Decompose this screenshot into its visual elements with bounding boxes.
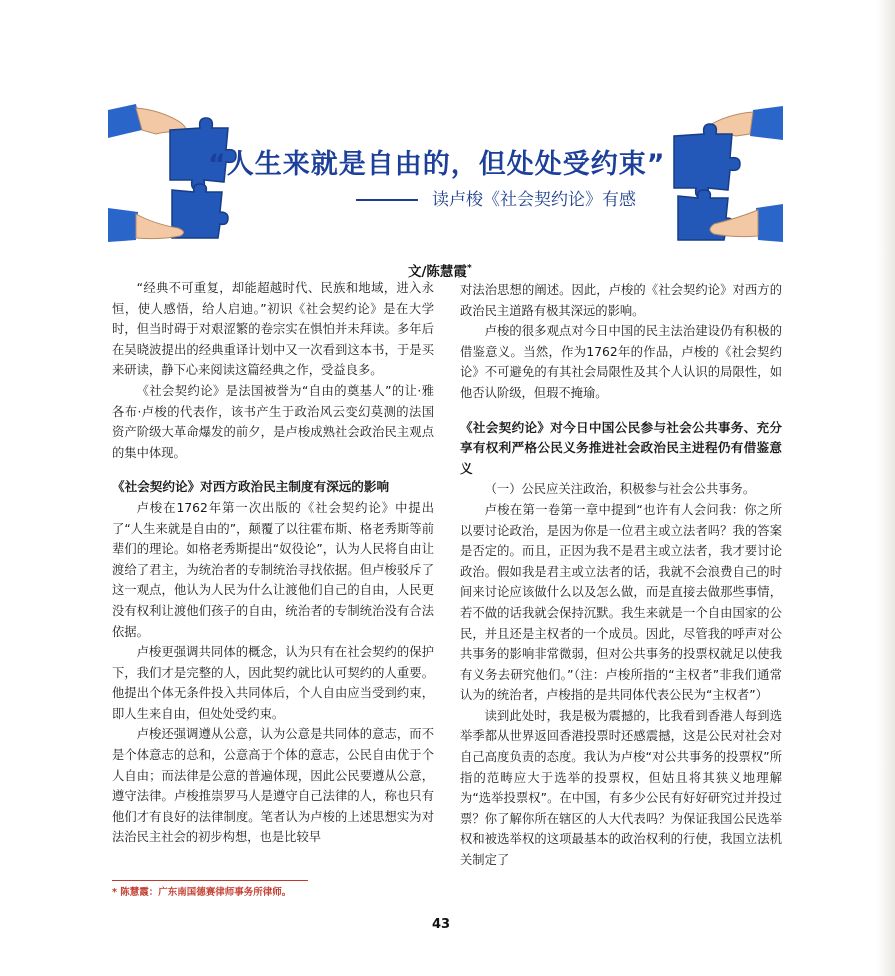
page-edge-shadow [877,0,895,976]
paragraph: 卢梭在第一卷第一章中提到“也许有人会问我：你之所以要讨论政治，是因为你是一位君主或立法者吗？我的答案是否定的。而且，正因为我不是君主或立法者，我才要讨论政治。假如我是君主或立法者的话，我就不会浪费自己的时间来讨论应该做什么以及怎么做，而是直接去做那些事情，若不做的话我就会保持沉默。我生来就是一个自由国家的公民，并且还是主权者的一个成员。因此，尽管我的呼声对公共事务的影响非常微弱，但对公共事务的投票权就足以使我有义务去研究他们。”（注：卢梭所指的“主权者”非我们通常认为的统治者，卢梭指的是共同体代表公民为“主权者”） [460,502,782,703]
subtitle-dash [356,199,418,201]
footnote-divider [112,880,308,881]
paragraph: 卢梭在1762年第一次出版的《社会契约论》中提出了“人生来就是自由的”，颠覆了以往霍布斯、格老秀斯等前辈们的理论。如格老秀斯提出“奴役论”，认为人民将自由让渡给了君主，为统治者的专制统治寻找依据。但卢梭驳斥了这一观点，他认为人民为什么让渡他们自己的自由，人民更没有权利让渡他们孩子的自由，统治者的专制统治没有合法依据。 [112,500,434,639]
sleeve-top-right-icon [750,106,783,140]
section-heading: 《社会契约论》对今日中国公民参与社会公共事务、充分享有权利严格公民义务推进社会政治民主进程仍有借鉴意义 [460,419,782,476]
article-title: “人生来就是自由的，但处处受约束” [208,149,666,180]
author-name: 文/陈慧霞 [408,264,467,280]
sleeve-bottom-right-icon [756,204,783,242]
article-subtitle-text: 读卢梭《社会契约论》有感 [432,190,636,210]
author-footnote: * 陈慧霞：广东南国德赛律师事务所律师。 [112,887,292,898]
page-number: 43 [432,917,451,932]
paragraph: 《社会契约论》是法国被誉为“自由的奠基人”的让·雅各布·卢梭的代表作，该书产生于政治风云变幻莫测的法国资产阶级大革命爆发的前夕，是卢梭成熟社会政治民主观点的集中体现。 [112,383,434,460]
left-column [112,278,434,848]
paragraph: 卢梭还强调遵从公意，认为公意是共同体的意志，而不是个体意志的总和，公意高于个体的意志，公民自由优于个人自由；而法律是公意的普遍体现，因此公民要遵从公意，遵守法律。卢梭推崇罗马人是遵守自己法律的人，称也只有他们才有良好的法律制度。笔者认为卢梭的上述思想实为对法治民主社会的初步构想，也是比较早 [112,727,434,845]
sleeve-bottom-left-icon [108,208,138,242]
author-footnote-mark: * [466,263,472,274]
article-header-banner [108,100,783,248]
paragraph: 读到此处时，我是极为震撼的，比我看到香港人每到选举季都从世界返回香港投票时还感震撼，这是公民对社会对自己高度负责的态度。我认为卢梭“对公共事务的投票权”所指的范畴应大于选举的投票权，但姑且将其狭义地理解为“选举投票权”。在中国，有多少公民有好好研究过并投过票？你了解你所在辖区的人大代表吗？为保证我国公民选举权和被选举权的这项最基本的政治权利的行使，我国立法机关制定了 [460,708,782,868]
right-column [460,280,782,871]
paragraph: 卢梭的很多观点对今日中国的民主法治建设仍有积极的借鉴意义。当然，作为1762年的作品，卢梭的《社会契约论》不可避免的有其社会局限性及其个人认识的局限性，如他否认阶级，但瑕不掩瑜。 [460,324,782,400]
paragraph: 对法治思想的阐述。因此，卢梭的《社会契约论》对西方的政治民主道路有极其深远的影响。 [460,283,782,318]
paragraph: 卢梭更强调共同体的概念，认为只有在社会契约的保护下，我们才是完整的人，因此契约就比认可契约的人重要。他提出个体无条件投入共同体后，个人自由应当受到约束，即人生来自由，但处处受约束。 [112,645,434,721]
section-heading: 《社会契约论》对西方政治民主制度有深远的影响 [112,479,390,495]
article-subtitle [356,185,736,210]
author-byline [408,260,472,280]
paragraph: （一）公民应关注政治，积极参与社会公共事务。 [484,482,756,497]
paragraph: “经典不可重复，却能超越时代、民族和地域，进入永恒，使人感悟，给人启迪。”初识《社会契约论》是在大学时，但当时碍于对艰涩繁的卷宗实在惧怕并未拜读。多年后在吴晓波提出的经典重译计划中又一次看到这本书，于是买来研读，静下心来阅读这篇经典之作，受益良多。 [112,281,434,378]
